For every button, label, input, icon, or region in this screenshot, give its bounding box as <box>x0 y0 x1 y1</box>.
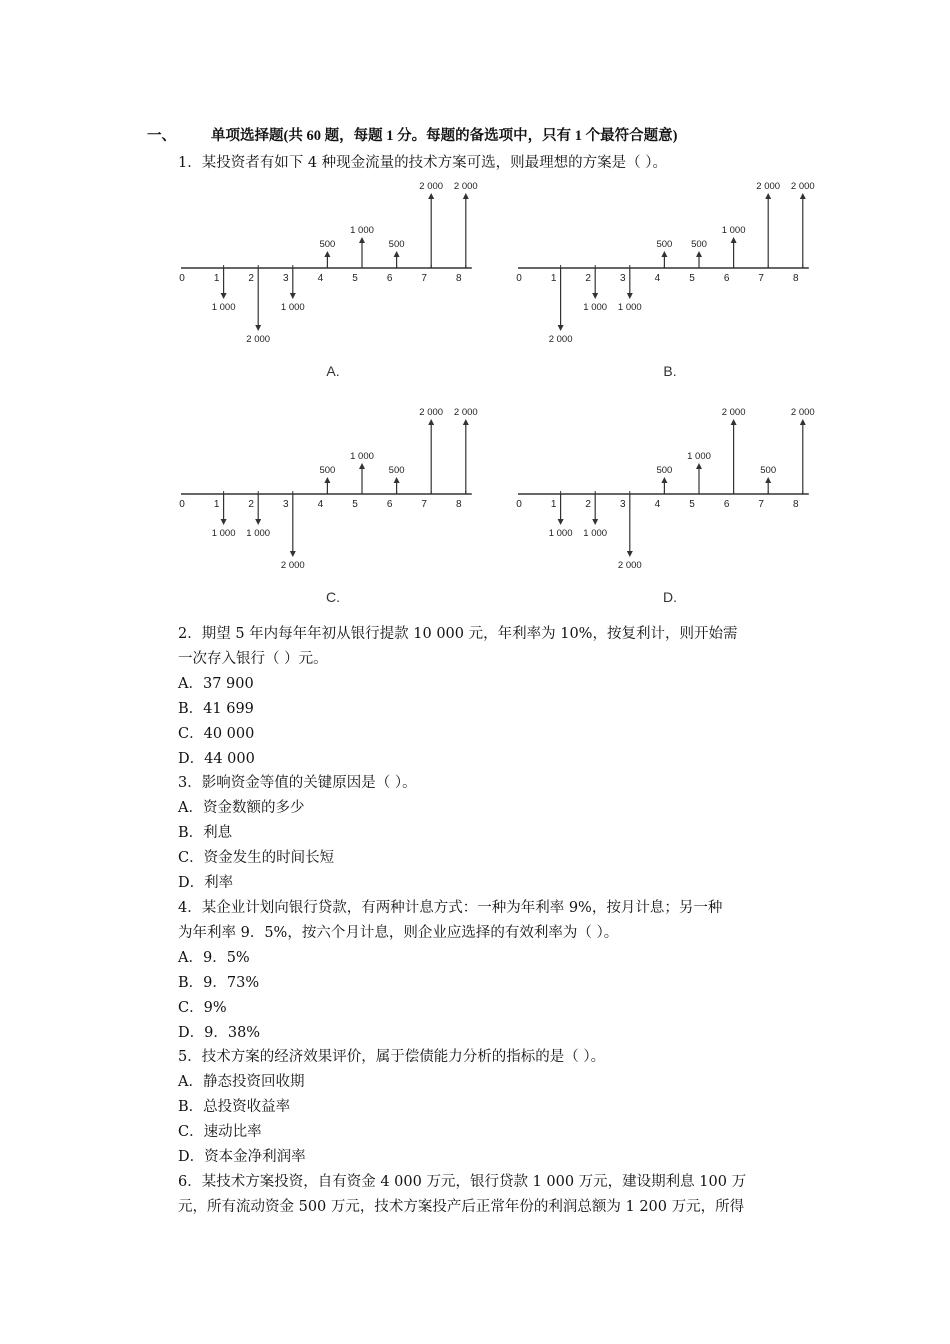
time-label: 7 <box>421 499 427 510</box>
cash-flow-diagrams <box>175 180 825 610</box>
time-label: 5 <box>689 499 695 510</box>
text-line: B．41 699 <box>178 700 254 717</box>
inflow-label: 2 000 <box>419 181 444 192</box>
inflow-label: 500 <box>656 465 673 476</box>
time-label: 4 <box>317 499 324 510</box>
outflow-label: 1 000 <box>280 302 305 313</box>
time-label: 8 <box>456 273 462 284</box>
time-label: 1 <box>213 273 220 284</box>
text-line: A．9．5% <box>178 949 250 966</box>
time-label: 7 <box>758 499 764 510</box>
inflow-label: 2 000 <box>721 407 746 418</box>
option-label: A. <box>326 363 340 379</box>
text-line: 一次存入银行（ ）元。 <box>178 650 328 667</box>
text-line: 元，所有流动资金 500 万元，技术方案投产后正常年份的利润总额为 1 200 万元，所得 <box>178 1198 745 1215</box>
inflow-label: 2 000 <box>790 407 815 418</box>
inflow-label: 1 000 <box>350 225 374 236</box>
time-label: 0 <box>179 499 185 510</box>
inflow-label: 2 000 <box>453 181 478 192</box>
inflow-label: 500 <box>760 465 777 476</box>
inflow-label: 1 000 <box>350 451 374 462</box>
time-label: 2 <box>585 499 591 510</box>
time-label: 4 <box>654 273 661 284</box>
time-label: 6 <box>386 273 393 284</box>
section-number: 一、 <box>147 128 176 144</box>
time-label: 3 <box>620 273 626 284</box>
outflow-label: 2 000 <box>280 560 305 571</box>
inflow-label: 500 <box>656 239 673 250</box>
outflow-label: 1 000 <box>583 302 608 313</box>
section-heading <box>147 124 677 145</box>
time-label: 5 <box>352 273 358 284</box>
time-label: 3 <box>283 499 289 510</box>
inflow-label: 2 000 <box>453 407 478 418</box>
text-line: C．40 000 <box>178 725 255 742</box>
time-label: 3 <box>620 499 626 510</box>
text-line: B．总投资收益率 <box>178 1099 291 1116</box>
time-label: 7 <box>421 273 427 284</box>
option-label: B. <box>663 363 677 379</box>
text-line: D．44 000 <box>178 750 255 767</box>
outflow-label: 2 000 <box>548 334 573 345</box>
outflow-label: 1 000 <box>617 302 642 313</box>
outflow-label: 2 000 <box>246 334 271 345</box>
question-text-block <box>178 622 808 1220</box>
time-label: 2 <box>248 273 254 284</box>
text-line: B．利息 <box>178 825 233 842</box>
text-line: D．资本金净利润率 <box>178 1149 306 1166</box>
time-label: 1 <box>550 499 557 510</box>
outflow-label: 1 000 <box>211 302 236 313</box>
outflow-label: 1 000 <box>211 528 236 539</box>
time-label: 2 <box>248 499 254 510</box>
time-label: 0 <box>516 499 522 510</box>
text-line: D．利率 <box>178 875 234 892</box>
cash-flow-diagrams-svg <box>175 180 825 610</box>
time-label: 5 <box>352 499 358 510</box>
text-line: 2．期望 5 年内每年年初从银行提款 10 000 元，年利率为 10%，按复利计，则开始需 <box>178 626 738 642</box>
text-line: A．静态投资回收期 <box>178 1074 305 1091</box>
text-line: 4．某企业计划向银行贷款，有两种计息方式：一种为年利率 9%，按月计息；另一种 <box>178 899 723 916</box>
time-label: 8 <box>793 499 799 510</box>
inflow-label: 500 <box>388 239 405 250</box>
text-line: 5．技术方案的经济效果评价，属于偿债能力分析的指标的是（ ）。 <box>178 1049 606 1066</box>
time-label: 5 <box>689 273 695 284</box>
time-label: 6 <box>723 499 730 510</box>
text-line: A．资金数额的多少 <box>178 800 305 817</box>
time-label: 1 <box>550 273 557 284</box>
text-line: B．9．73% <box>178 974 260 991</box>
time-label: 0 <box>179 273 185 284</box>
text-line: C．9% <box>178 999 227 1016</box>
inflow-label: 500 <box>319 465 336 476</box>
question-1-stem: 1．某投资者有如下 4 种现金流量的技术方案可选，则最理想的方案是（ ）。 <box>178 155 668 171</box>
text-line: C．资金发生的时间长短 <box>178 850 335 867</box>
text-line: D．9．38% <box>178 1024 261 1041</box>
option-label: C. <box>326 589 340 605</box>
inflow-label: 1 000 <box>687 451 711 462</box>
time-label: 4 <box>654 499 661 510</box>
time-label: 4 <box>317 273 324 284</box>
text-line: 为年利率 9．5%，按六个月计息，则企业应选择的有效利率为（ ）。 <box>178 924 619 941</box>
time-label: 8 <box>456 499 462 510</box>
time-label: 8 <box>793 273 799 284</box>
inflow-label: 2 000 <box>790 181 815 192</box>
inflow-label: 1 000 <box>721 225 746 236</box>
time-label: 6 <box>723 273 730 284</box>
inflow-label: 500 <box>388 465 405 476</box>
inflow-label: 500 <box>691 239 707 250</box>
outflow-label: 1 000 <box>548 528 573 539</box>
time-label: 2 <box>585 273 591 284</box>
text-line: 6．某技术方案投资，自有资金 4 000 万元，银行贷款 1 000 万元，建设期利息 100 万 <box>178 1173 747 1190</box>
inflow-label: 500 <box>319 239 336 250</box>
option-label: D. <box>663 589 677 605</box>
section-title: 单项选择题(共 60 题，每题 1 分。每题的备选项中，只有 1 个最符合题意) <box>211 128 678 144</box>
time-label: 1 <box>213 499 220 510</box>
outflow-label: 1 000 <box>583 528 608 539</box>
text-line: C．速动比率 <box>178 1124 262 1141</box>
outflow-label: 2 000 <box>617 560 642 571</box>
inflow-label: 2 000 <box>756 181 781 192</box>
inflow-label: 2 000 <box>419 407 444 418</box>
time-label: 0 <box>516 273 522 284</box>
outflow-label: 1 000 <box>246 528 271 539</box>
text-line: 3．影响资金等值的关键原因是（ ）。 <box>178 775 417 792</box>
time-label: 7 <box>758 273 764 284</box>
time-label: 6 <box>386 499 393 510</box>
time-label: 3 <box>283 273 289 284</box>
text-line: A．37 900 <box>178 675 254 692</box>
